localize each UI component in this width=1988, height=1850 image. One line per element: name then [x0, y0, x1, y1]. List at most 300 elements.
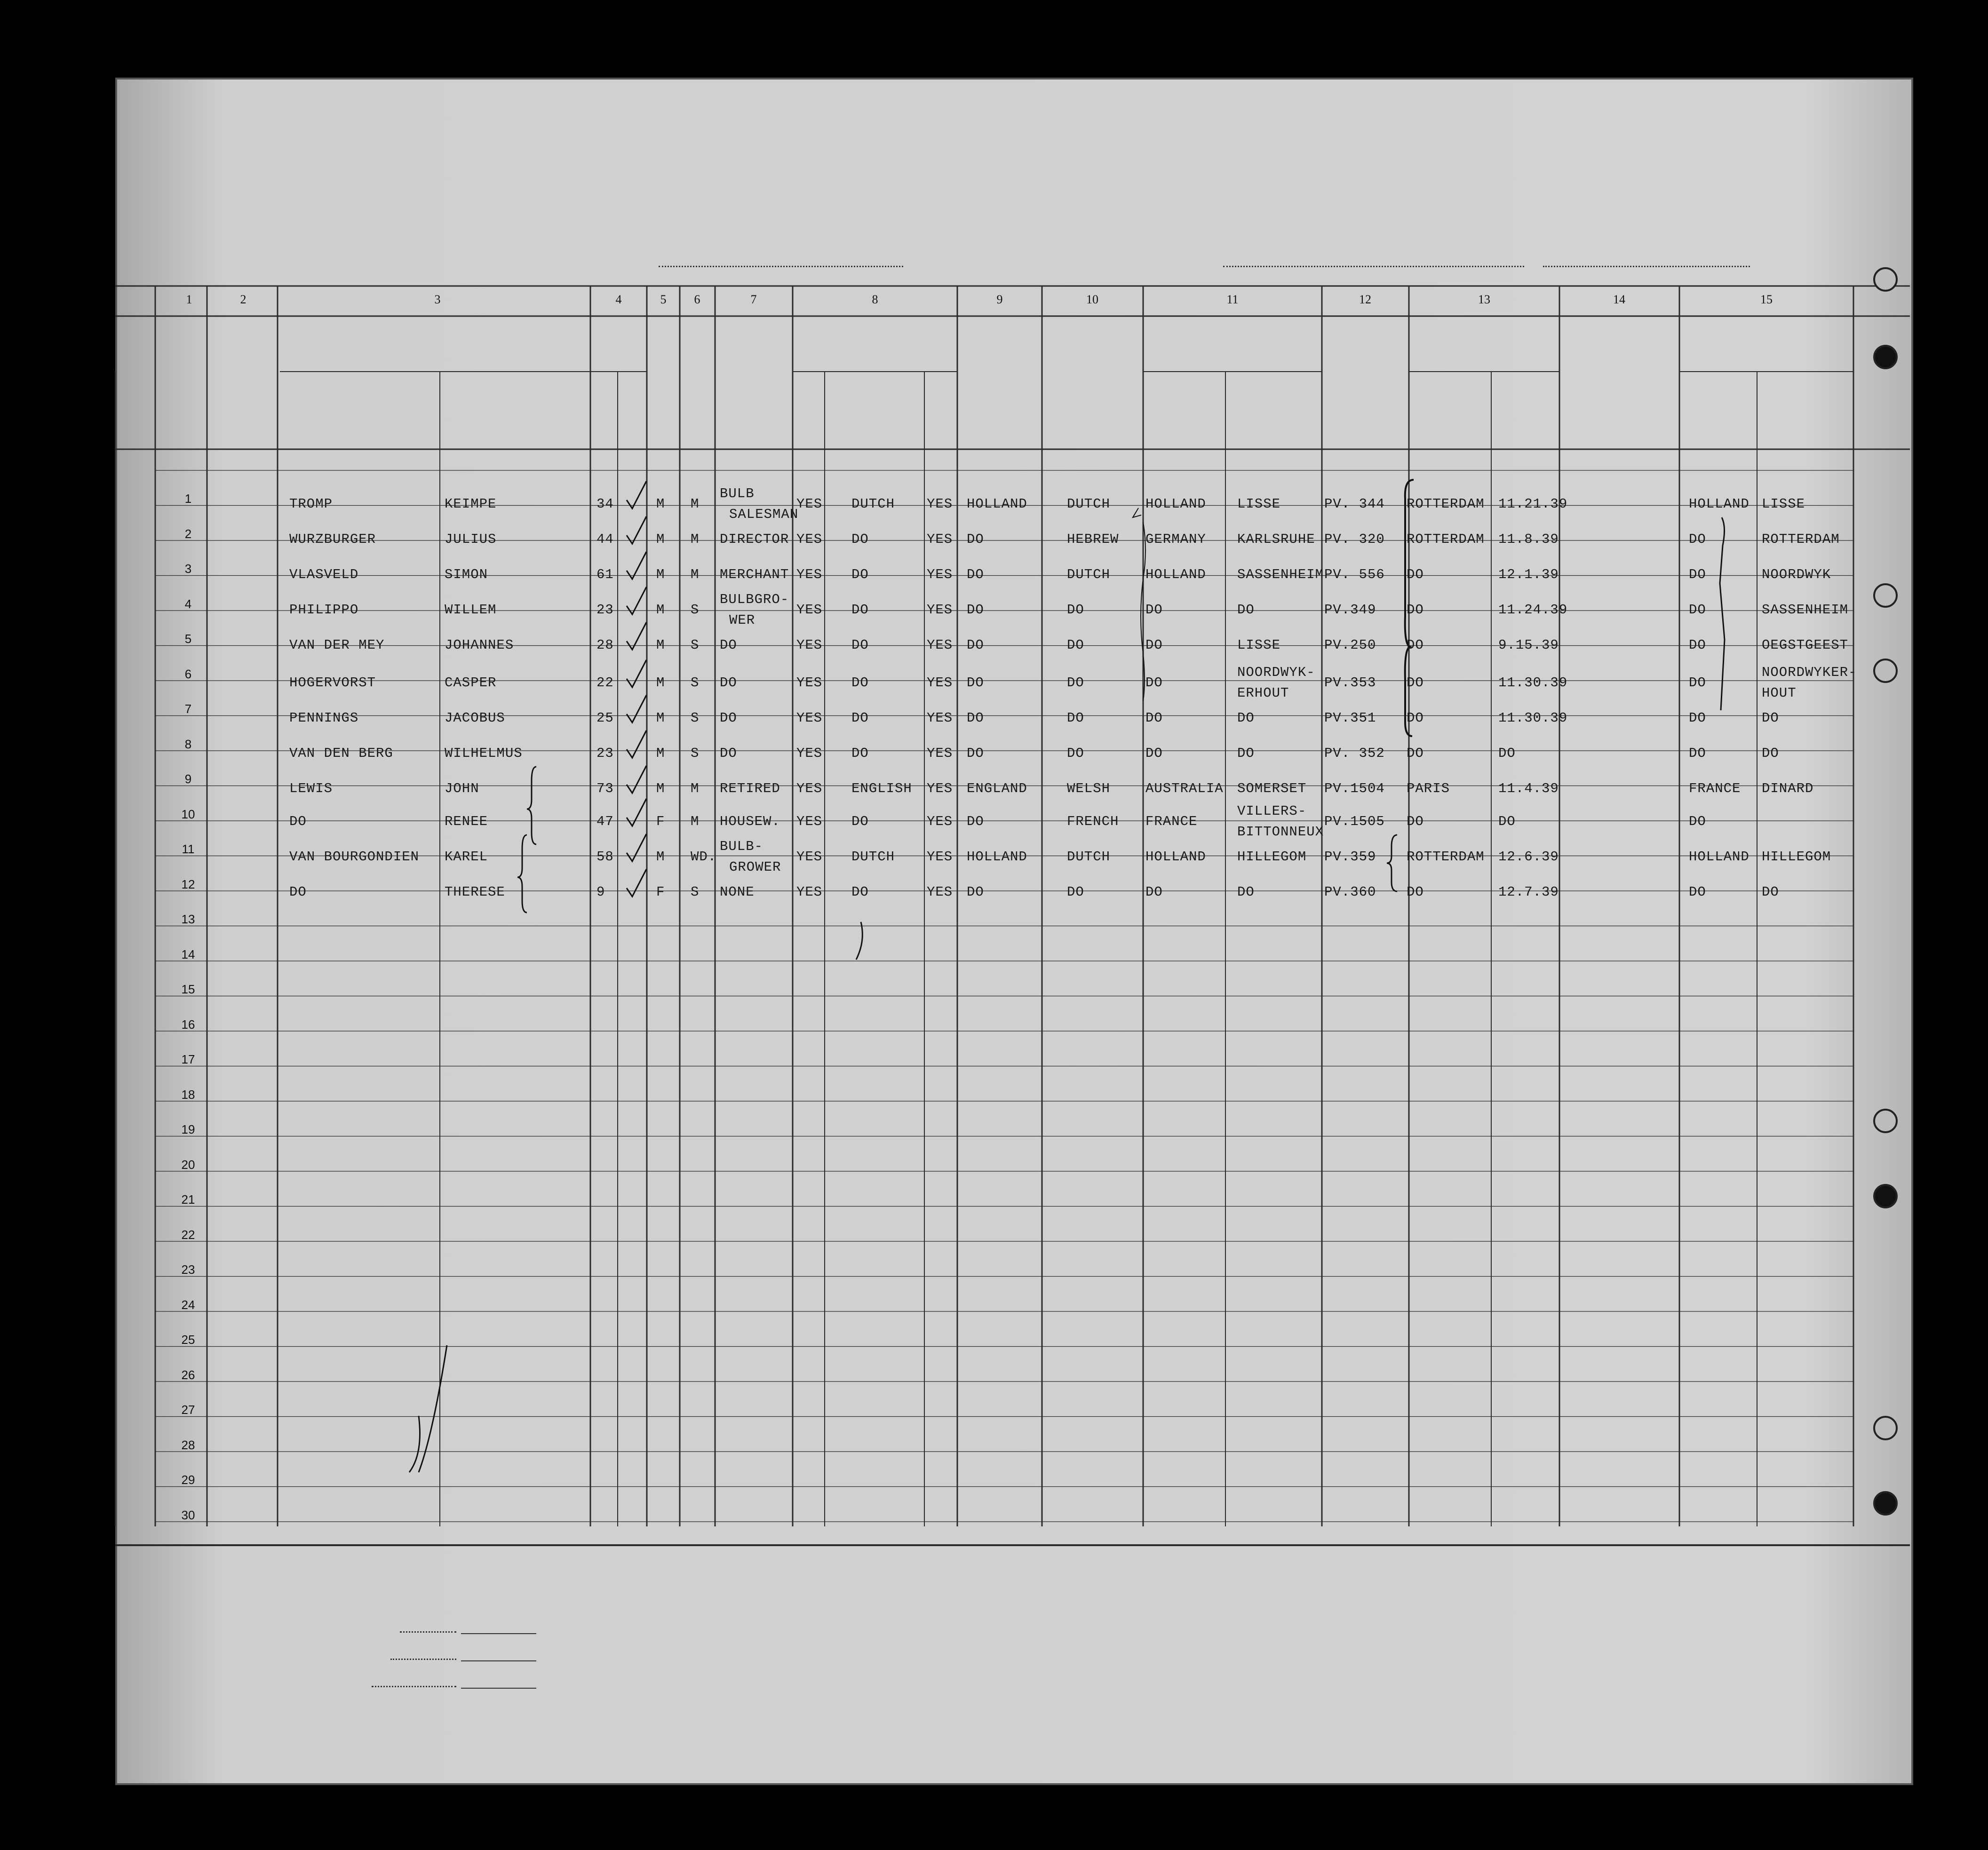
date-underline — [1543, 266, 1750, 267]
cell-lang: DO — [851, 814, 869, 829]
cell-date: 11.21.39 — [1498, 496, 1568, 512]
cell-res-country: DO — [1689, 814, 1706, 829]
cell-res-country: DO — [1689, 602, 1706, 618]
cell-date: 12.7.39 — [1498, 884, 1559, 900]
cell-race: DO — [1067, 675, 1084, 691]
row-number: 26 — [181, 1367, 195, 1382]
cell-lang: DO — [851, 675, 869, 691]
cell-visa: PV. 556 — [1324, 567, 1385, 582]
row-number: 6 — [184, 667, 192, 681]
cell-race: FRENCH — [1067, 814, 1119, 829]
cell-city: DO — [1237, 602, 1255, 618]
cell-ms: S — [691, 884, 700, 900]
row-number: 14 — [181, 947, 195, 961]
cell-place: DO — [1407, 675, 1424, 691]
cell-city: DO — [1237, 746, 1255, 761]
cell-res-city: DINARD — [1762, 781, 1814, 796]
issued-brace — [1387, 835, 1397, 891]
cell-yrs: 9 — [596, 884, 605, 900]
cell-given: KEIMPE — [445, 496, 497, 512]
cell-res-country: HOLLAND — [1689, 849, 1749, 865]
cell-ms: M — [691, 781, 700, 796]
cell-family: PENNINGS — [289, 710, 359, 726]
cell-nat: DO — [967, 884, 984, 900]
column-number: 1 — [186, 293, 192, 306]
cell-write: YES — [927, 814, 953, 829]
cell-occ: DO — [720, 746, 737, 761]
row-number: 27 — [181, 1403, 195, 1417]
cell-write: YES — [927, 849, 953, 865]
cell-write: YES — [927, 496, 953, 512]
row-number: 28 — [181, 1437, 195, 1452]
cell-date: 11.8.39 — [1498, 532, 1559, 547]
cell-yrs: 58 — [596, 849, 614, 865]
row-number: 21 — [181, 1192, 195, 1207]
cell-nat: HOLLAND — [967, 849, 1027, 865]
cell-yrs: 25 — [596, 710, 614, 726]
cell-sex: M — [656, 567, 665, 582]
pencil-stroke — [1133, 508, 1141, 517]
cell-write: YES — [927, 675, 953, 691]
total-passengers-dots — [400, 1631, 456, 1633]
binder-hole — [1873, 1491, 1898, 1516]
cell-ms: S — [691, 675, 700, 691]
check-mark — [627, 587, 646, 614]
cell-place: DO — [1407, 602, 1424, 618]
cell-nat: DO — [967, 675, 984, 691]
row-number: 22 — [181, 1227, 195, 1242]
cell-ms: S — [691, 637, 700, 653]
cell-ms: M — [691, 814, 700, 829]
cell-occ: RETIRED — [720, 781, 780, 796]
cell-date: 12.1.39 — [1498, 567, 1559, 582]
cell-read: YES — [796, 637, 823, 653]
cell-race: DUTCH — [1067, 849, 1111, 865]
cell-lang: DUTCH — [851, 496, 895, 512]
cell-nat: DO — [967, 637, 984, 653]
cell-place: DO — [1407, 884, 1424, 900]
cell-sex: M — [656, 637, 665, 653]
check-mark — [627, 660, 646, 687]
cell-city: LISSE — [1237, 637, 1281, 653]
cell-write: YES — [927, 532, 953, 547]
total-passengers-line — [461, 1633, 536, 1634]
cell-occ: DO — [720, 637, 737, 653]
cell-sex: F — [656, 884, 665, 900]
cell-res-country: DO — [1689, 746, 1706, 761]
cell-family: VAN DEN BERG — [289, 746, 393, 761]
cell-date: 9.15.39 — [1498, 637, 1559, 653]
check-mark — [627, 481, 646, 508]
row-number: 3 — [184, 562, 192, 576]
cell-city: KARLSRUHE — [1237, 532, 1315, 547]
column-number: 9 — [996, 293, 1003, 306]
check-mark — [627, 695, 646, 723]
cell-given: WILHELMUS — [445, 746, 523, 761]
cell-occ: BULB — [720, 486, 755, 501]
cell-read: YES — [796, 710, 823, 726]
us-citizens-line — [461, 1660, 536, 1661]
cell-race: DO — [1067, 710, 1084, 726]
cell-family: DO — [289, 884, 307, 900]
cell-read: YES — [796, 849, 823, 865]
cell-city2: ERHOUT — [1237, 685, 1289, 701]
check-mark — [627, 869, 646, 897]
cell-place: PARIS — [1407, 781, 1450, 796]
signature-stroke — [856, 922, 862, 960]
family-brace — [527, 767, 536, 844]
cell-race: DO — [1067, 637, 1084, 653]
cell-race: WELSH — [1067, 781, 1111, 796]
cell-yrs: 22 — [596, 675, 614, 691]
cell-visa: PV. 344 — [1324, 496, 1385, 512]
row-number: 9 — [184, 772, 192, 786]
column-number: 11 — [1226, 293, 1239, 306]
cell-nat: DO — [967, 814, 984, 829]
row-number: 4 — [184, 596, 192, 611]
column-number: 3 — [434, 293, 441, 306]
cell-family: HOGERVORST — [289, 675, 376, 691]
cell-city: VILLERS- — [1237, 803, 1307, 819]
cell-given: JACOBUS — [445, 710, 505, 726]
aliens-dots — [372, 1686, 456, 1687]
cell-given: JULIUS — [445, 532, 497, 547]
cell-occ2: WER — [729, 612, 755, 628]
row-number: 15 — [181, 982, 195, 996]
row-number: 11 — [182, 842, 195, 856]
cell-visa: PV. 320 — [1324, 532, 1385, 547]
row-number: 1 — [184, 492, 192, 506]
cell-lang: ENGLISH — [851, 781, 912, 796]
cell-write: YES — [927, 602, 953, 618]
us-citizens-dots — [390, 1659, 456, 1660]
cell-country: DO — [1145, 746, 1163, 761]
binder-hole — [1873, 583, 1898, 608]
cell-city: SASSENHEIM — [1237, 567, 1324, 582]
cell-country: DO — [1145, 637, 1163, 653]
binder-hole — [1873, 267, 1898, 292]
cell-occ: HOUSEW. — [720, 814, 780, 829]
column-number: 13 — [1478, 293, 1490, 306]
cell-read: YES — [796, 884, 823, 900]
cell-given: CASPER — [445, 675, 497, 691]
column-number: 7 — [750, 293, 757, 306]
ship-underline — [659, 266, 903, 267]
cell-race: DO — [1067, 602, 1084, 618]
cell-res-country: DO — [1689, 884, 1706, 900]
row-number: 24 — [181, 1297, 195, 1312]
cell-visa: PV.349 — [1324, 602, 1376, 618]
cell-place: DO — [1407, 746, 1424, 761]
cell-read: YES — [796, 781, 823, 796]
cell-nat: DO — [967, 746, 984, 761]
cell-date: 11.4.39 — [1498, 781, 1559, 796]
cell-lang: DO — [851, 884, 869, 900]
row-number: 17 — [181, 1052, 195, 1066]
column-number: 5 — [660, 293, 667, 306]
binder-hole — [1873, 1416, 1898, 1440]
cell-country: HOLLAND — [1145, 496, 1206, 512]
cell-family: WURZBURGER — [289, 532, 376, 547]
cell-city: LISSE — [1237, 496, 1281, 512]
cell-yrs: 44 — [596, 532, 614, 547]
cell-place: DO — [1407, 710, 1424, 726]
cell-family: DO — [289, 814, 307, 829]
cell-res-city: SASSENHEIM — [1762, 602, 1849, 618]
cell-res-city: ROTTERDAM — [1762, 532, 1840, 547]
row-number: 5 — [184, 632, 192, 646]
cell-lang: DO — [851, 567, 869, 582]
cell-visa: PV.351 — [1324, 710, 1376, 726]
cell-res-city: NOORDWYK — [1762, 567, 1831, 582]
column-number: 4 — [615, 293, 622, 306]
column-number: 12 — [1359, 293, 1371, 306]
binder-hole — [1873, 1184, 1898, 1208]
cell-city: DO — [1237, 710, 1255, 726]
cell-occ2: GROWER — [729, 859, 781, 875]
cell-read: YES — [796, 675, 823, 691]
cell-country: GERMANY — [1145, 532, 1206, 547]
column-number: 2 — [240, 293, 247, 306]
row-number: 8 — [184, 737, 192, 751]
tally-stroke — [409, 1345, 447, 1472]
cell-occ: BULBGRO- — [720, 592, 789, 607]
cell-res-country: DO — [1689, 567, 1706, 582]
cell-nat: ENGLAND — [967, 781, 1027, 796]
cell-yrs: 73 — [596, 781, 614, 796]
cell-yrs: 23 — [596, 602, 614, 618]
cell-family: PHILIPPO — [289, 602, 359, 618]
cell-visa: PV.250 — [1324, 637, 1376, 653]
cell-ms: WD. — [691, 849, 717, 865]
cell-occ: MERCHANT — [720, 567, 789, 582]
cell-race: DUTCH — [1067, 496, 1111, 512]
row-number: 19 — [181, 1122, 195, 1136]
cell-given: SIMON — [445, 567, 488, 582]
cell-place: DO — [1407, 814, 1424, 829]
cell-date: 11.24.39 — [1498, 602, 1568, 618]
cell-res-country: FRANCE — [1689, 781, 1741, 796]
cell-res-city: DO — [1762, 710, 1779, 726]
cell-given: THERESE — [445, 884, 505, 900]
cell-yrs: 61 — [596, 567, 614, 582]
cell-race: DO — [1067, 884, 1084, 900]
cell-city: NOORDWYK- — [1237, 665, 1315, 680]
cell-date: 11.30.39 — [1498, 710, 1568, 726]
column-number: 15 — [1760, 293, 1773, 306]
cell-ms: S — [691, 710, 700, 726]
cell-family: VLASVELD — [289, 567, 359, 582]
cell-lang: DO — [851, 710, 869, 726]
cell-race: DO — [1067, 746, 1084, 761]
cell-sex: M — [656, 675, 665, 691]
cell-res-city: LISSE — [1762, 496, 1805, 512]
cell-family: TROMP — [289, 496, 333, 512]
cell-visa: PV.1504 — [1324, 781, 1385, 796]
check-mark — [627, 766, 646, 793]
cell-res-country: DO — [1689, 675, 1706, 691]
cell-ms: S — [691, 602, 700, 618]
cell-res-city: DO — [1762, 884, 1779, 900]
row-number: 25 — [181, 1333, 195, 1347]
check-mark — [627, 516, 646, 544]
cell-given: RENEE — [445, 814, 488, 829]
cell-family: VAN BOURGONDIEN — [289, 849, 420, 865]
cell-ms: M — [691, 567, 700, 582]
cell-res-city: DO — [1762, 746, 1779, 761]
row-number: 23 — [181, 1262, 195, 1277]
cell-lang: DO — [851, 602, 869, 618]
cell-res-city2: HOUT — [1762, 685, 1797, 701]
cell-nat: HOLLAND — [967, 496, 1027, 512]
cell-write: YES — [927, 781, 953, 796]
cell-country: DO — [1145, 710, 1163, 726]
cell-lang: DO — [851, 746, 869, 761]
cell-sex: F — [656, 814, 665, 829]
cell-res-city: OEGSTGEEST — [1762, 637, 1849, 653]
column-number: 6 — [694, 293, 700, 306]
cell-city: SOMERSET — [1237, 781, 1307, 796]
cell-yrs: 34 — [596, 496, 614, 512]
aliens-line — [461, 1688, 536, 1689]
cell-write: YES — [927, 884, 953, 900]
family-brace — [517, 835, 527, 913]
cell-family: LEWIS — [289, 781, 333, 796]
cell-read: YES — [796, 532, 823, 547]
cell-occ: NONE — [720, 884, 755, 900]
row-number: 29 — [181, 1473, 195, 1487]
cell-write: YES — [927, 746, 953, 761]
cell-occ: DO — [720, 710, 737, 726]
row-number: 16 — [181, 1017, 195, 1032]
cell-country: AUSTRALIA — [1145, 781, 1224, 796]
cell-occ: DIRECTOR — [720, 532, 789, 547]
cell-country: DO — [1145, 884, 1163, 900]
cell-sex: M — [656, 532, 665, 547]
cell-city2: BITTONNEUX — [1237, 824, 1324, 840]
cell-visa: PV.360 — [1324, 884, 1376, 900]
cell-res-country: DO — [1689, 710, 1706, 726]
cell-read: YES — [796, 746, 823, 761]
cell-lang: DO — [851, 637, 869, 653]
cell-yrs: 47 — [596, 814, 614, 829]
cell-write: YES — [927, 710, 953, 726]
cell-date: DO — [1498, 814, 1516, 829]
row-number: 2 — [184, 526, 192, 541]
cell-country: DO — [1145, 675, 1163, 691]
cell-res-city: NOORDWYKER- — [1762, 665, 1857, 680]
binder-hole — [1873, 345, 1898, 369]
cell-res-city: HILLEGOM — [1762, 849, 1831, 865]
row-number: 18 — [181, 1087, 195, 1102]
cell-visa: PV.1505 — [1324, 814, 1385, 829]
cell-visa: PV.359 — [1324, 849, 1376, 865]
cell-place: DO — [1407, 567, 1424, 582]
cell-occ: DO — [720, 675, 737, 691]
cell-read: YES — [796, 567, 823, 582]
cell-sex: M — [656, 496, 665, 512]
cell-read: YES — [796, 602, 823, 618]
cell-country: DO — [1145, 602, 1163, 618]
row-number: 13 — [181, 912, 195, 926]
binder-hole — [1873, 1109, 1898, 1133]
row-number: 10 — [181, 807, 195, 821]
row-number: 30 — [181, 1508, 195, 1522]
cell-nat: DO — [967, 532, 984, 547]
cell-ms: M — [691, 496, 700, 512]
cell-res-country: DO — [1689, 532, 1706, 547]
cell-sex: M — [656, 746, 665, 761]
cell-place: DO — [1407, 637, 1424, 653]
cell-given: KAREL — [445, 849, 488, 865]
cell-visa: PV. 352 — [1324, 746, 1385, 761]
cell-race: DUTCH — [1067, 567, 1111, 582]
cell-family: VAN DER MEY — [289, 637, 385, 653]
cell-read: YES — [796, 814, 823, 829]
cell-date: DO — [1498, 746, 1516, 761]
cell-country: HOLLAND — [1145, 567, 1206, 582]
cell-city: DO — [1237, 884, 1255, 900]
binder-hole — [1873, 659, 1898, 683]
cell-country: HOLLAND — [1145, 849, 1206, 865]
cell-nat: DO — [967, 710, 984, 726]
check-mark — [627, 552, 646, 579]
cell-lang: DUTCH — [851, 849, 895, 865]
cell-nat: DO — [967, 567, 984, 582]
cell-city: HILLEGOM — [1237, 849, 1307, 865]
cell-sex: M — [656, 710, 665, 726]
row-number: 20 — [181, 1157, 195, 1172]
cell-ms: M — [691, 532, 700, 547]
cell-visa: PV.353 — [1324, 675, 1376, 691]
check-mark — [627, 730, 646, 758]
cell-res-country: HOLLAND — [1689, 496, 1749, 512]
column-number: 14 — [1613, 293, 1625, 306]
cell-write: YES — [927, 567, 953, 582]
cell-date: 11.30.39 — [1498, 675, 1568, 691]
cell-given: JOHN — [445, 781, 479, 796]
check-mark — [627, 799, 646, 826]
column-number: 10 — [1086, 293, 1098, 306]
cell-place: ROTTERDAM — [1407, 496, 1485, 512]
check-mark — [627, 834, 646, 861]
cell-place: ROTTERDAM — [1407, 532, 1485, 547]
cell-country: FRANCE — [1145, 814, 1198, 829]
column-number: 8 — [872, 293, 878, 306]
row-number: 12 — [181, 877, 195, 891]
port-underline — [1223, 266, 1524, 267]
cell-date: 12.6.39 — [1498, 849, 1559, 865]
cell-sex: M — [656, 849, 665, 865]
cell-occ: BULB- — [720, 839, 763, 854]
cell-given: WILLEM — [445, 602, 497, 618]
cell-nat: DO — [967, 602, 984, 618]
cell-res-country: DO — [1689, 637, 1706, 653]
cell-sex: M — [656, 781, 665, 796]
cell-occ2: SALESMAN — [729, 507, 799, 522]
row-number: 7 — [184, 702, 192, 716]
cell-read: YES — [796, 496, 823, 512]
cell-race: HEBREW — [1067, 532, 1119, 547]
cell-ms: S — [691, 746, 700, 761]
cell-yrs: 23 — [596, 746, 614, 761]
cell-write: YES — [927, 637, 953, 653]
cell-lang: DO — [851, 532, 869, 547]
cell-sex: M — [656, 602, 665, 618]
cell-place: ROTTERDAM — [1407, 849, 1485, 865]
cell-yrs: 28 — [596, 637, 614, 653]
cell-given: JOHANNES — [445, 637, 514, 653]
